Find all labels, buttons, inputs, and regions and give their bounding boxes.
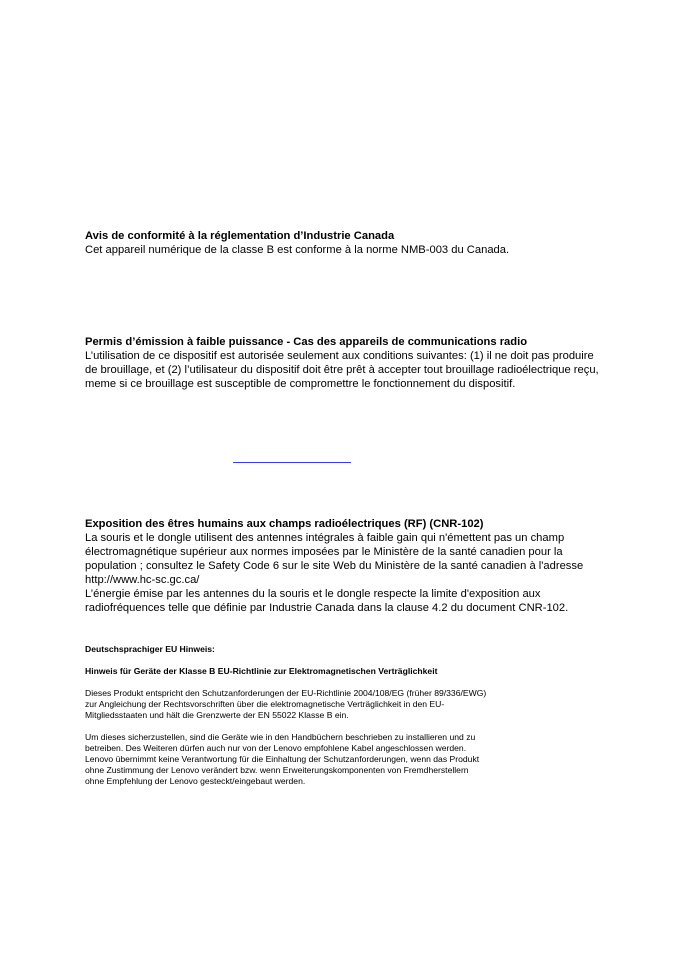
german-line: Dieses Produkt entspricht den Schutzanforderungen der EU-Richtlinie 2004/108/EG (früher 89/336/EWG): [85, 688, 487, 698]
rf-exposure-line: radiofréquences telle que définie par Industrie Canada dans la clause 4.2 du document CNR-102.: [85, 602, 569, 614]
german-line: Um dieses sicherzustellen, sind die Geräte wie in den Handbüchern beschrieben zu installieren und zu: [85, 732, 476, 742]
german-notice-title: Deutschsprachiger EU Hinweis:: [85, 644, 215, 654]
german-line: Lenovo übernimmt keine Verantwortung für die Einhaltung der Schutzanforderungen, wenn das Produkt: [85, 754, 480, 764]
rf-exposure-title: Exposition des êtres humains aux champs radioélectriques (RF) (CNR-102): [85, 518, 484, 530]
german-notice-section: [85, 644, 625, 787]
rf-exposure-line: électromagnétique supérieur aux normes imposées par le Ministère de la santé canadien pour la: [85, 546, 563, 558]
hyperlink-underline: [233, 462, 351, 463]
low-power-line: de brouillage, et (2) l’utilisateur du dispositif doit être prêt à accepter tout brouillage radioélectrique reçu,: [85, 364, 599, 376]
german-paragraph-2: [85, 732, 625, 787]
german-line: ohne Zustimmung der Lenovo verändert bzw. wenn Erweiterungskomponenten von Fremdherstellern: [85, 765, 469, 775]
german-line: zur Angleichung der Rechtsvorschriften über die elektromagnetische Verträglichkeit in den EU-: [85, 699, 445, 709]
rf-exposure-line: L’énergie émise par les antennes du la souris et le dongle respecte la limite d'exposition aux: [85, 588, 541, 600]
german-line: ohne Empfehlung der Lenovo gesteckt/eingebaut werden.: [85, 776, 306, 786]
ic-notice-text: Cet appareil numérique de la classe B est conforme à la norme NMB-003 du Canada.: [85, 244, 510, 256]
rf-exposure-section: [85, 517, 625, 615]
german-line: Mitgliedsstaaten und hält die Grenzwerte der EN 55022 Klasse B ein.: [85, 710, 349, 720]
ic-notice-section: [85, 229, 625, 257]
german-notice-subtitle: Hinweis für Geräte der Klasse B EU-Richtlinie zur Elektromagnetischen Verträglichkeit: [85, 666, 438, 676]
rf-exposure-line: La souris et le dongle utilisent des antennes intégrales à faible gain qui n'émettent pas un champ: [85, 532, 565, 544]
ic-notice-title: Avis de conformité à la réglementation d’Industrie Canada: [85, 230, 395, 242]
low-power-line: meme si ce brouillage est susceptible de compromettre le fonctionnement du dispositif.: [85, 378, 516, 390]
low-power-title: Permis d’émission à faible puissance - Cas des appareils de communications radio: [85, 336, 528, 348]
german-paragraph-1: [85, 688, 625, 721]
rf-exposure-line: population ; consultez le Safety Code 6 sur le site Web du Ministère de la santé canadien à l'adresse: [85, 560, 584, 572]
low-power-line: L’utilisation de ce dispositif est autorisée seulement aux conditions suivantes: (1) il ne doit pas produire: [85, 350, 594, 362]
german-line: betreiben. Des Weiteren dürfen auch nur von der Lenovo empfohlene Kabel angeschlossen werden.: [85, 743, 467, 753]
rf-exposure-url: http://www.hc-sc.gc.ca/: [85, 574, 200, 586]
low-power-section: [85, 335, 625, 391]
